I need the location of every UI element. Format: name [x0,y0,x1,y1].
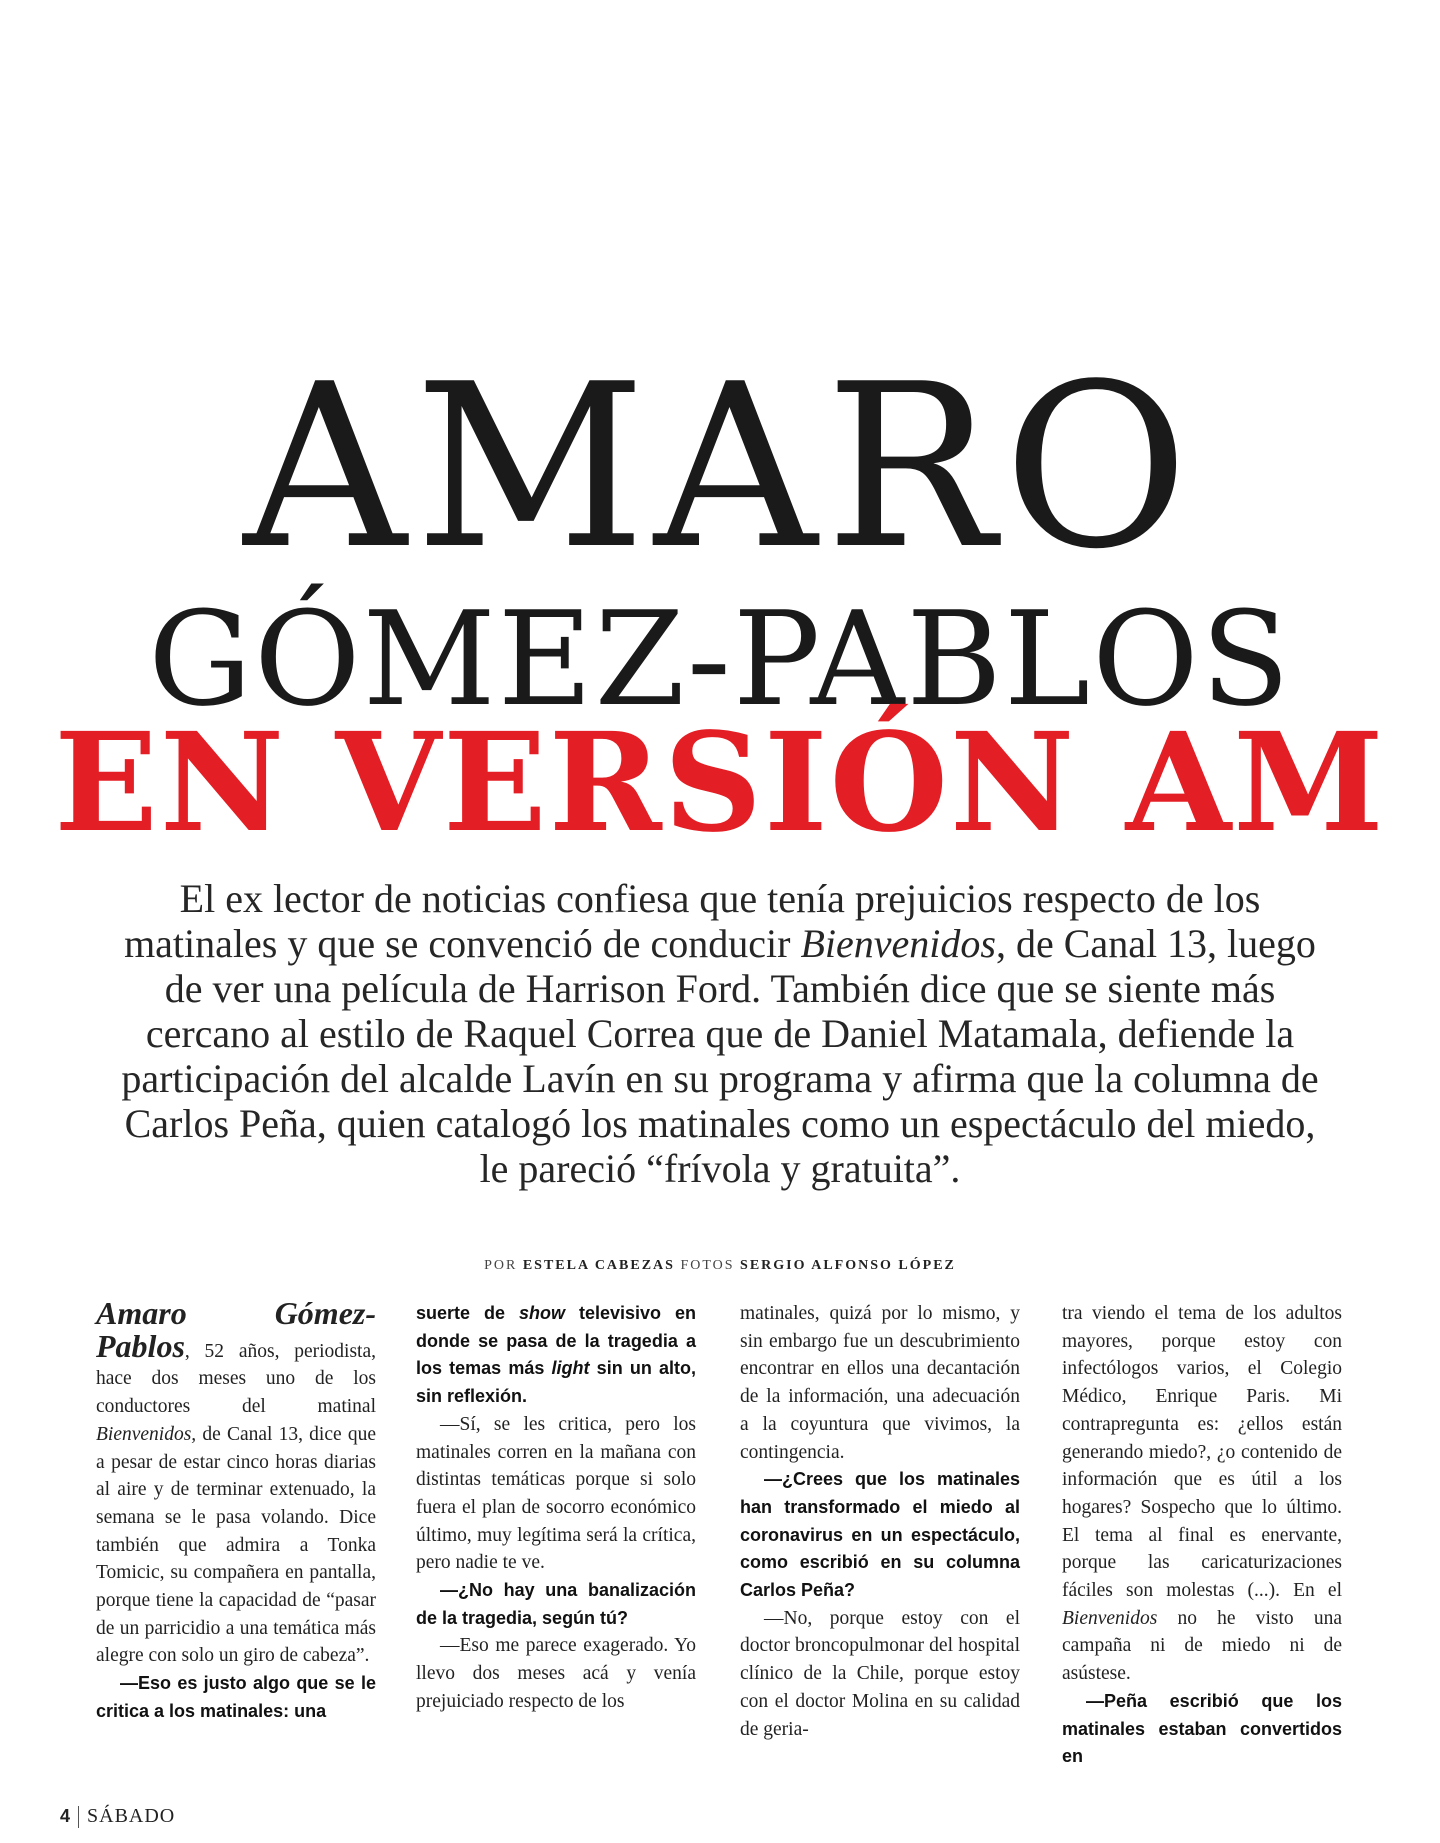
question: —Eso es justo algo que se le critica a los matinales: una [96,1673,376,1721]
answer: —Sí, se les critica, pero los matinales corren en la mañana con distintas temáticas porque si solo fuera el plan de socorro económico último, muy legítima será la crítica, pero nadie te ve. [416,1413,696,1574]
answer [1062,1300,1342,1688]
question: —Peña escribió que los matinales estaban convertidos en [1062,1690,1342,1767]
answer: —Eso me parece exagerado. Yo llevo dos meses acá y venía prejuiciado respecto de los [416,1635,696,1712]
text: sin un alto, sin reflexión. [416,1358,696,1407]
article-column-4 [1062,1300,1342,1771]
byline-by-label: POR [484,1258,518,1273]
article-column-1 [96,1295,376,1726]
headline-line-2: GÓMEZ-PABLOS [148,583,1292,735]
article-column-3 [740,1300,1020,1743]
dek-show-name: Bienvenidos [800,921,996,966]
text: tra viendo el tema de los adultos mayores, porque estoy con infectólogos varios, el Colegio Médico, Enrique Paris. Mi contrapregunta es: ¿ellos están generando miedo?, ¿o contenido de información que es útil a los hogares? Sospecho que lo último. El tema al final es enervante, porque las caricaturizaciones fáciles son molestas (...). En el [1062,1303,1342,1602]
text: televisivo en donde se pasa de la tragedia a los temas más [416,1303,696,1379]
question [416,1300,696,1411]
text: de Canal 13, dice que a pesar de estar cinco horas diarias al aire y de terminar extenuado, la semana se le pasa volando. Dice también que admira a Tonka Tomicic, su compañera en pantalla, porque tiene la capacidad de “pasar de un parricidio a una temática más alegre con solo un giro de cabeza”. [96,1423,376,1667]
text: suerte de [416,1303,519,1323]
text: , 52 años, periodista, hace dos meses uno de los conductores del matinal [96,1340,376,1418]
answer: —No, porque estoy con el doctor broncopulmonar del hospital clínico de la Chile, porque estoy con el doctor Molina en su calidad de geria- [740,1607,1020,1740]
article-column-2 [416,1300,696,1716]
page-footer [60,1805,175,1828]
divider [78,1806,79,1828]
paragraph [96,1295,376,1670]
dek-text-2: , de Canal 13, luego de ver una película de Harrison Ford. También dice que se siente más cercano al estilo de Raquel Correa que de Daniel Matamala, defiende la participación del alcalde Lavín en su programa y afirma que la columna de Carlos Peña, quien catalogó los matinales como un espectáculo del miedo, le pareció “frívola y gratuita”. [121,921,1319,1191]
headline-line-1: AMARO [243,336,1197,599]
text: no he visto una campaña ni de miedo ni de asústese. [1062,1607,1342,1685]
answer: matinales, quizá por lo mismo, y sin embargo fue un descubrimiento encontrar en ellos una decantación de la información, una adecuación a la coyuntura que vivimos, la contingencia. [740,1303,1020,1463]
magazine-name: SÁBADO [87,1805,176,1827]
lead-name: Amaro Gómez-Pablos [96,1295,376,1364]
page-number: 4 [60,1806,71,1826]
dek-text-1: El ex lector de noticias confiesa que tenía prejuicios respecto de los matinales y que se convenció de conducir [124,876,1261,966]
show-name: Bienvenidos [1062,1607,1158,1629]
byline-photographer: SERGIO ALFONSO LÓPEZ [740,1258,956,1273]
dek [110,876,1330,1191]
byline-photo-label: FOTOS [680,1258,735,1273]
show-name: Bienvenidos, [96,1423,197,1445]
byline-author: ESTELA CABEZAS [522,1258,675,1273]
emphasis: light [551,1358,590,1379]
emphasis: show [518,1303,565,1323]
byline [0,1258,1440,1274]
headline-line-3: EN VERSIÓN AM [54,703,1386,863]
question: —¿Crees que los matinales han transformado el miedo al coronavirus en un espectáculo, como escribió en su columna Carlos Peña? [740,1469,1020,1601]
question: —¿No hay una banalización de la tragedia, según tú? [416,1580,696,1628]
